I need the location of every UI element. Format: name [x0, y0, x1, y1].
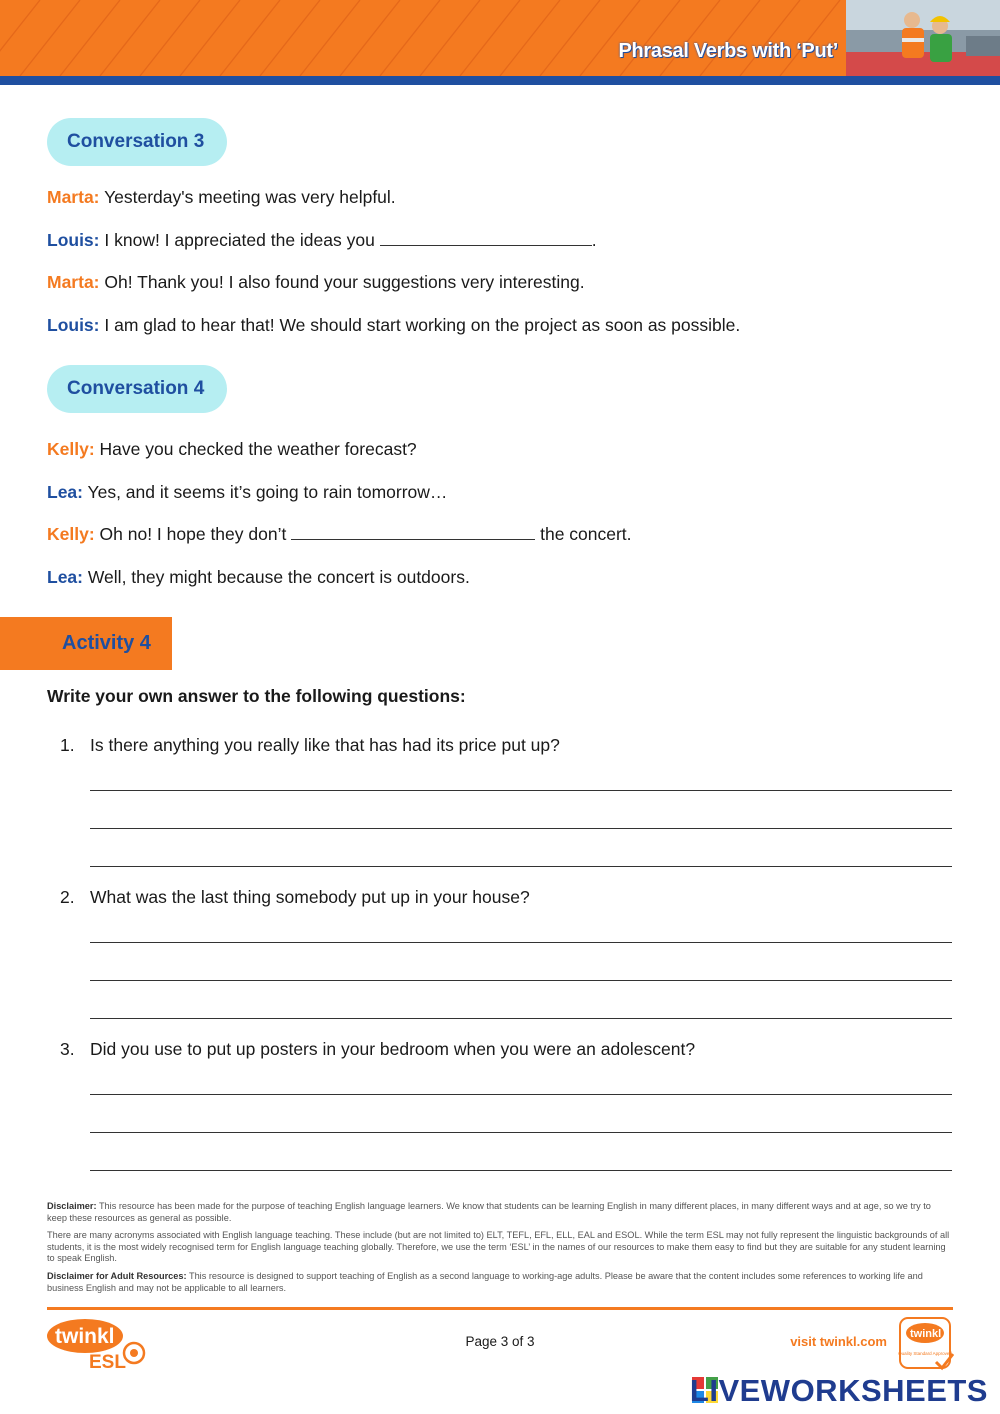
dialogue-text: I am glad to hear that! We should start working on the project as soon as possible.: [104, 315, 741, 335]
logo-word: twinkl: [55, 1325, 115, 1348]
dialogue-text: Yes, and it seems it’s going to rain tomorrow…: [87, 482, 448, 502]
dialogue-line: [47, 439, 417, 460]
badge-title: twinkl: [910, 1328, 942, 1340]
question-item: [60, 735, 560, 756]
dialogue-line: [47, 567, 470, 588]
page-title: Phrasal Verbs with ‘Put’: [618, 40, 838, 62]
question-number: 1.: [60, 735, 75, 755]
dialogue-text: Yesterday's meeting was very helpful.: [104, 187, 396, 207]
dialogue-line: [47, 187, 396, 208]
question-text: What was the last thing somebody put up in your house?: [90, 887, 530, 907]
answer-line[interactable]: [90, 828, 952, 829]
question-number: 3.: [60, 1039, 75, 1059]
liveworksheets-watermark: LIVEWORKSHEETS: [689, 1373, 988, 1408]
disclaimer-text: This resource has been made for the purpose of teaching English language learners. We know that students can be learning English in many different places, in many different ways and at age, so we try to keep these resources as general as possible.: [47, 1201, 931, 1223]
question-item: [60, 887, 530, 908]
construction-workers-illustration: [846, 0, 1000, 76]
logo-sub: ESL: [89, 1352, 126, 1372]
speaker-label: Lea:: [47, 567, 83, 587]
disclaimer-label: Disclaimer:: [47, 1201, 97, 1211]
dialogue-line: [47, 315, 740, 336]
dialogue-text-after: .: [591, 230, 597, 250]
dialogue-text: I know! I appreciated the ideas you: [104, 230, 375, 250]
dialogue-text: Oh! Thank you! I also found your suggestions very interesting.: [104, 272, 585, 292]
question-number: 2.: [60, 887, 75, 907]
speaker-label: Lea:: [47, 482, 83, 502]
answer-line[interactable]: [90, 942, 952, 943]
badge-subtitle: Quality Standard Approved: [898, 1351, 952, 1356]
answer-blank[interactable]: [380, 230, 592, 246]
question-text: Is there anything you really like that has had its price put up?: [90, 735, 560, 755]
answer-line[interactable]: [90, 1170, 952, 1171]
answer-line[interactable]: [90, 790, 952, 791]
disclaimer-label: Disclaimer for Adult Resources:: [47, 1271, 187, 1281]
dialogue-text: Have you checked the weather forecast?: [99, 439, 417, 459]
activity-instruction: Write your own answer to the following questions:: [47, 686, 466, 706]
page-number: Page 3 of 3: [465, 1334, 535, 1349]
answer-line[interactable]: [90, 1132, 952, 1133]
answer-blank[interactable]: [291, 524, 535, 540]
visit-link[interactable]: visit twinkl.com: [790, 1334, 887, 1349]
speaker-label: Louis:: [47, 230, 100, 250]
speaker-label: Louis:: [47, 315, 100, 335]
footer-divider: [47, 1307, 953, 1310]
dialogue-line: [47, 230, 597, 251]
activity-4-tab: Activity 4: [0, 617, 172, 670]
disclaimer-acronyms: There are many acronyms associated with English language teaching. These include (but are not limited to) ELT, TEFL, EFL, ELL, EAL and ESOL. While the term ESL may not fully represent the linguistic backgrounds of all students, it is the most widely recognised term for English language teaching globally. Therefore, we use the term ‘ESL’ in the names of our resources to make them easy to find but they are suitable for any student learning to speak English.: [47, 1230, 950, 1263]
disclaimer-text: This resource is designed to support teaching of English as a second language to working-age adults. Please be aware that the content includes some references to working life and business English and may not be applicable to all learners.: [47, 1271, 923, 1293]
dialogue-line: [47, 524, 632, 545]
page-header: [0, 0, 1000, 86]
speaker-label: Kelly:: [47, 524, 95, 544]
speaker-label: Marta:: [47, 272, 100, 292]
dialogue-text-after: the concert.: [540, 524, 632, 544]
dialogue-text: Well, they might because the concert is outdoors.: [87, 567, 470, 587]
quality-badge-icon: [898, 1316, 954, 1372]
answer-line[interactable]: [90, 1018, 952, 1019]
speaker-label: Kelly:: [47, 439, 95, 459]
disclaimer-general: [47, 1201, 953, 1224]
answer-line[interactable]: [90, 866, 952, 867]
question-item: [60, 1039, 695, 1060]
conversation-4-heading: Conversation 4: [47, 365, 227, 413]
question-text: Did you use to put up posters in your bedroom when you were an adolescent?: [90, 1039, 696, 1059]
speaker-label: Marta:: [47, 187, 100, 207]
header-blue-bar: [0, 76, 1000, 85]
answer-line[interactable]: [90, 980, 952, 981]
header-banner: [0, 0, 846, 76]
dialogue-line: [47, 272, 585, 293]
disclaimer-adult: [47, 1271, 953, 1294]
header-photo: [846, 0, 1000, 76]
dialogue-line: [47, 482, 447, 503]
answer-line[interactable]: [90, 1094, 952, 1095]
dialogue-text: Oh no! I hope they don’t: [99, 524, 287, 544]
header-stripes-decoration: [0, 0, 846, 76]
conversation-3-heading: Conversation 3: [47, 118, 227, 166]
